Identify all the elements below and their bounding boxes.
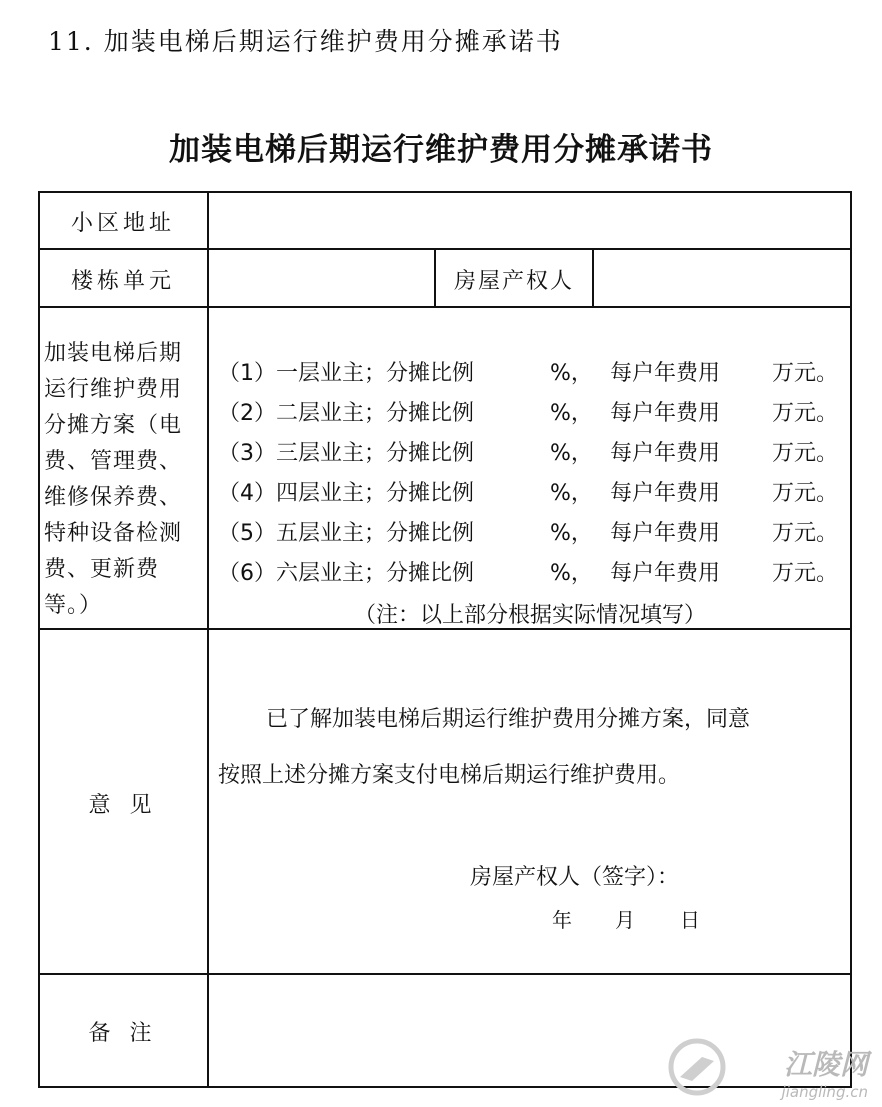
remarks-label: 备 注 bbox=[88, 1021, 158, 1046]
opinion-label: 意 见 bbox=[88, 793, 158, 818]
scheme-row-label: （2）二层业主；分摊比例 bbox=[218, 401, 474, 426]
watermark-name: 江陵网 bbox=[783, 1048, 868, 1081]
owner-cell-divider-left bbox=[434, 248, 436, 308]
building-label: 楼栋单元 bbox=[70, 269, 175, 294]
scheme-row-percent: %， bbox=[550, 561, 593, 586]
scheme-row-percent: %， bbox=[550, 481, 593, 506]
scheme-row-unit: 万元。 bbox=[772, 361, 839, 386]
date-month: 月 bbox=[615, 908, 635, 932]
table-border-top bbox=[38, 191, 852, 193]
scheme-row-label: （3）三层业主；分摊比例 bbox=[218, 441, 474, 466]
scheme-row-unit: 万元。 bbox=[772, 561, 839, 586]
scheme-row-percent: %， bbox=[550, 361, 593, 386]
scheme-row-label: （5）五层业主；分摊比例 bbox=[218, 521, 474, 546]
scheme-row-percent: %， bbox=[550, 441, 593, 466]
scheme-row-fee-label: 每户年费用 bbox=[610, 401, 721, 426]
signature-label: 房屋产权人（签字）： bbox=[470, 865, 680, 890]
owner-label: 房屋产权人 bbox=[453, 269, 574, 294]
owner-field[interactable] bbox=[595, 251, 848, 305]
address-field[interactable] bbox=[210, 194, 848, 247]
date-year: 年 bbox=[552, 908, 572, 932]
scheme-row-unit: 万元。 bbox=[772, 521, 839, 546]
table-border-right bbox=[850, 191, 852, 1088]
section-heading: 11. 加装电梯后期运行维护费用分摊承诺书 bbox=[48, 27, 563, 56]
scheme-row-label: （1）一层业主；分摊比例 bbox=[218, 361, 474, 386]
scheme-row-unit: 万元。 bbox=[772, 481, 839, 506]
scheme-row-unit: 万元。 bbox=[772, 441, 839, 466]
date-day: 日 bbox=[680, 908, 700, 932]
owner-cell-divider-right bbox=[592, 248, 594, 308]
scheme-row-unit: 万元。 bbox=[772, 401, 839, 426]
table-column-divider bbox=[207, 191, 209, 1088]
watermark-logo-icon bbox=[662, 1037, 732, 1097]
scheme-row-fee-label: 每户年费用 bbox=[610, 521, 721, 546]
scheme-row-fee-label: 每户年费用 bbox=[610, 561, 721, 586]
scheme-label: 加装电梯后期运行维护费用分摊方案（电费、管理费、维修保养费、特种设备检测费、更新费等。） bbox=[44, 341, 183, 618]
table-border-left bbox=[38, 191, 40, 1088]
scheme-note: （注：以上部分根据实际情况填写） bbox=[353, 603, 706, 628]
opinion-text-line-2: 按照上述分摊方案支付电梯后期运行维护费用。 bbox=[218, 763, 681, 788]
table-row-divider bbox=[38, 306, 852, 308]
opinion-text-line-1: 已了解加装电梯后期运行维护费用分摊方案，同意 bbox=[266, 707, 751, 732]
scheme-row-label: （4）四层业主；分摊比例 bbox=[218, 481, 474, 506]
scheme-row-percent: %， bbox=[550, 401, 593, 426]
building-field[interactable] bbox=[210, 251, 433, 305]
address-label: 小区地址 bbox=[70, 211, 175, 236]
scheme-row-fee-label: 每户年费用 bbox=[610, 361, 721, 386]
document-title: 加装电梯后期运行维护费用分摊承诺书 bbox=[169, 132, 713, 168]
scheme-row-fee-label: 每户年费用 bbox=[610, 481, 721, 506]
watermark-url: jiangling.cn bbox=[781, 1083, 868, 1101]
table-row-divider bbox=[38, 248, 852, 250]
scheme-row-label: （6）六层业主；分摊比例 bbox=[218, 561, 474, 586]
scheme-row-fee-label: 每户年费用 bbox=[610, 441, 721, 466]
scheme-row-percent: %， bbox=[550, 521, 593, 546]
table-row-divider bbox=[38, 973, 852, 975]
remarks-field[interactable] bbox=[210, 976, 848, 1084]
site-watermark bbox=[782, 1043, 868, 1101]
